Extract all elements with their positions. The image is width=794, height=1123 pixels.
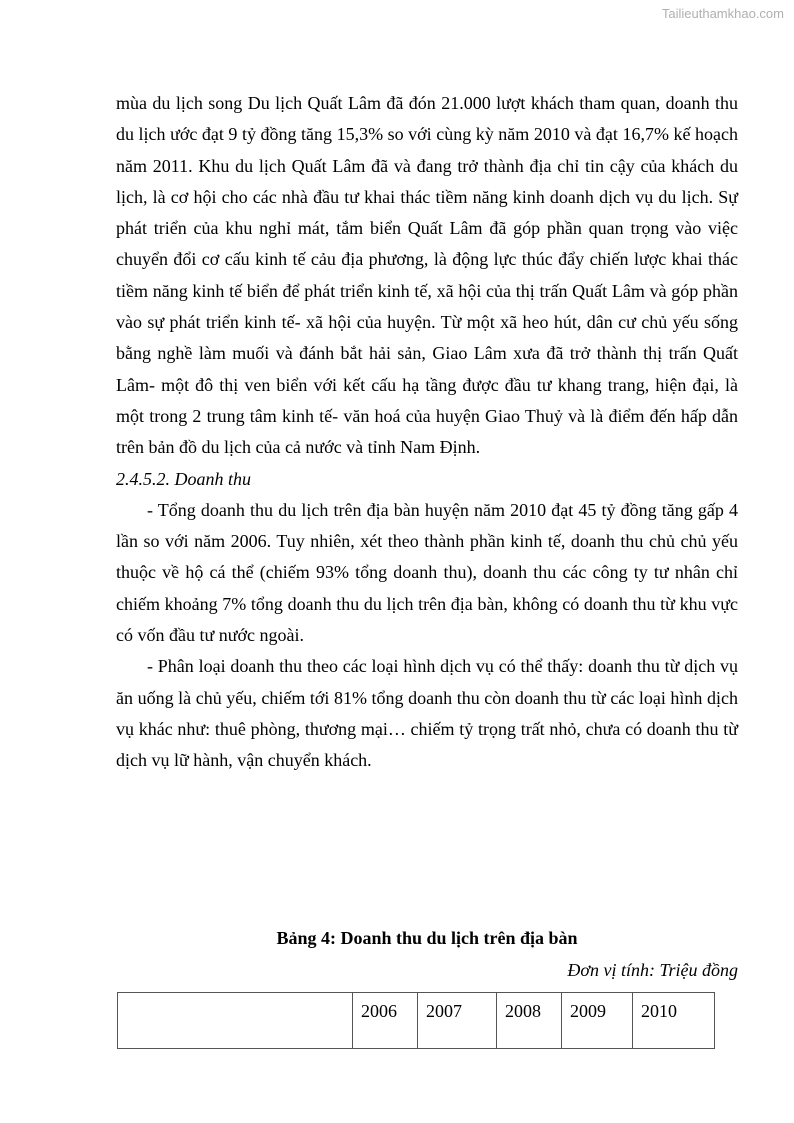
revenue-table — [117, 992, 715, 1049]
document-body — [116, 88, 738, 777]
paragraph-total-revenue: - Tổng doanh thu du lịch trên địa bàn huyện năm 2010 đạt 45 tỷ đồng tăng gấp 4 lần so với năm 2006. Tuy nhiên, xét theo thành phần kinh tế, doanh thu chủ chủ yếu thuộc về hộ cá thể (chiếm 93% tổng doanh thu), doanh thu các công ty tư nhân chỉ chiếm khoảng 7% tổng doanh thu du lịch trên địa bàn, không có doanh thu từ khu vực có vốn đầu tư nước ngoài. — [116, 499, 738, 646]
header-cell-2009: 2009 — [562, 993, 633, 1049]
table-title: Bảng 4: Doanh thu du lịch trên địa bàn — [276, 928, 578, 948]
table-unit: Đơn vị tính: Triệu đồng — [567, 960, 738, 980]
section-heading: 2.4.5.2. Doanh thu — [116, 468, 251, 489]
paragraph-revenue-by-service: - Phân loại doanh thu theo các loại hình dịch vụ có thể thấy: doanh thu từ dịch vụ ăn uống là chủ yếu, chiếm tới 81% tổng doanh thu còn doanh thu từ các loại hình dịch vụ khác như: thuê phòng, thương mại… chiếm tỷ trọng trất nhỏ, chưa có doanh thu từ dịch vụ lữ hành, vận chuyển khách. — [116, 656, 738, 771]
watermark: Tailieuthamkhao.com — [661, 6, 784, 21]
header-cell-2006: 2006 — [353, 993, 418, 1049]
paragraph-intro: mùa du lịch song Du lịch Quất Lâm đã đón 21.000 lượt khách tham quan, doanh thu du lịch ước đạt 9 tỷ đồng tăng 15,3% so với cùng kỳ năm 2010 và đạt 16,7% kế hoạch năm 2011. Khu du lịch Quất Lâm đã và đang trở thành địa chỉ tin cậy của khách du lịch, là cơ hội cho các nhà đầu tư khai thác tiềm năng kinh doanh dịch vụ du lịch. Sự phát triển của khu nghỉ mát, tắm biển Quất Lâm đã góp phần quan trọng vào việc chuyển đổi cơ cấu kinh tế cảu địa phương, là động lực thúc đẩy chiến lược khai thác tiềm năng kinh tế biển để phát triển kinh tế, xã hội của thị trấn Quất Lâm và góp phần vào sự phát triển kinh tế- xã hội của huyện. Từ một xã heo hút, dân cư chủ yếu sống bằng nghề làm muối và đánh bắt hải sản, Giao Lâm xưa đã trở thành thị trấn Quất Lâm- một đô thị ven biển với kết cấu hạ tầng được đầu tư khang trang, hiện đại, là một trong 2 trung tâm kinh tế- văn hoá của huyện Giao Thuỷ và là điểm đến hấp dẫn trên bản đồ du lịch của cả nước và tỉnh Nam Định. — [116, 93, 738, 458]
header-cell-label — [118, 993, 353, 1049]
table-header-row — [118, 993, 715, 1049]
header-cell-2010: 2010 — [633, 993, 715, 1049]
header-cell-2007: 2007 — [418, 993, 497, 1049]
header-cell-2008: 2008 — [497, 993, 562, 1049]
